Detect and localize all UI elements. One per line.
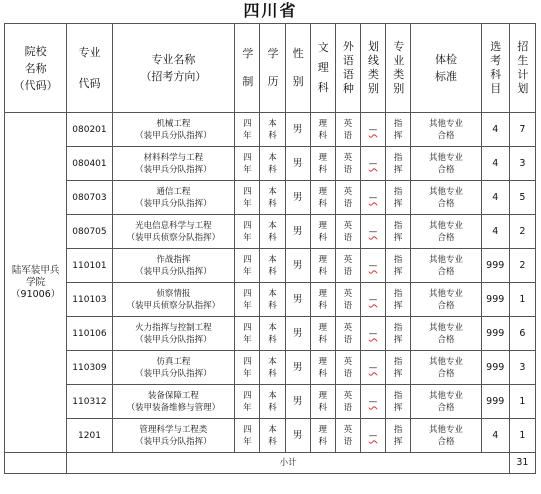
physical-standard: 其他专业 合格: [411, 147, 481, 181]
major-type: 指挥: [386, 317, 411, 351]
subjects-count: 4: [481, 113, 509, 147]
header-subjects: 选考科目: [481, 24, 509, 113]
plan-count: 1: [509, 283, 535, 317]
major-direction: （装甲兵侦察分队指挥）: [126, 300, 221, 311]
arts-science: 理科: [310, 283, 335, 317]
major-name: 侦察情报: [156, 288, 191, 299]
major-direction: （装甲兵分队指挥）: [135, 130, 212, 141]
header-plan: 招生计划: [509, 24, 535, 113]
gender: 男: [285, 419, 310, 453]
gender: 男: [285, 317, 310, 351]
header-arts-science: 文理科: [310, 24, 335, 113]
line-type: —: [360, 317, 385, 351]
header-row: [5, 24, 536, 113]
school-cell: 陆军装甲兵 学院 （91006）: [5, 113, 67, 453]
table-row: [5, 385, 536, 419]
subtotal-label: 小计: [67, 453, 509, 474]
gender: 男: [285, 147, 310, 181]
arts-science: 理科: [310, 351, 335, 385]
table-row: [5, 113, 536, 147]
table-row: [5, 283, 536, 317]
subjects-count: 999: [481, 249, 509, 283]
plan-count: 6: [509, 317, 535, 351]
language: 英语: [335, 215, 360, 249]
education: 本科: [260, 147, 285, 181]
duration: 四年: [235, 385, 260, 419]
gender: 男: [285, 249, 310, 283]
education: 本科: [260, 283, 285, 317]
table-row: [5, 419, 536, 453]
major-name-cell: [112, 283, 235, 317]
major-name: 火力指挥与控制工程: [135, 322, 212, 333]
duration: 四年: [235, 249, 260, 283]
major-direction: （装甲兵分队指挥）: [135, 368, 212, 379]
gender: 男: [285, 113, 310, 147]
major-name-cell: [112, 317, 235, 351]
physical-standard: 其他专业 合格: [411, 317, 481, 351]
physical-standard: 其他专业 合格: [411, 113, 481, 147]
education: 本科: [260, 385, 285, 419]
gender: 男: [285, 215, 310, 249]
major-direction: （装甲兵分队指挥）: [135, 266, 212, 277]
major-name: 光电信息科学与工程: [135, 220, 212, 231]
table-row: [5, 147, 536, 181]
major-name-cell: [112, 249, 235, 283]
subjects-count: 4: [481, 181, 509, 215]
major-code: 110106: [67, 317, 112, 351]
major-code: 080401: [67, 147, 112, 181]
line-type: —: [360, 147, 385, 181]
major-type: 指挥: [386, 419, 411, 453]
major-code: 1201: [67, 419, 112, 453]
line-type: —: [360, 419, 385, 453]
table-row: [5, 351, 536, 385]
line-type: —: [360, 283, 385, 317]
major-code: 080703: [67, 181, 112, 215]
physical-standard: 其他专业 合格: [411, 249, 481, 283]
major-code: 080705: [67, 215, 112, 249]
major-code: 110309: [67, 351, 112, 385]
major-name: 管理科学与工程类: [139, 424, 208, 435]
subjects-count: 999: [481, 385, 509, 419]
education: 本科: [260, 351, 285, 385]
duration: 四年: [235, 181, 260, 215]
language: 英语: [335, 147, 360, 181]
major-code: 110312: [67, 385, 112, 419]
header-duration: 学制: [235, 24, 260, 113]
major-name: 装备保障工程: [147, 390, 199, 401]
major-type: 指挥: [386, 283, 411, 317]
line-type: —: [360, 385, 385, 419]
header-gender: 性别: [285, 24, 310, 113]
education: 本科: [260, 215, 285, 249]
education: 本科: [260, 317, 285, 351]
major-direction: （装甲兵侦察分队指挥）: [126, 232, 221, 243]
major-direction: （装甲兵分队指挥）: [135, 436, 212, 447]
plan-count: 1: [509, 385, 535, 419]
major-type: 指挥: [386, 215, 411, 249]
major-direction: （装甲兵分队指挥）: [135, 164, 212, 175]
major-direction: （装甲兵分队指挥）: [135, 198, 212, 209]
plan-count: 3: [509, 351, 535, 385]
major-name: 材料科学与工程: [143, 152, 204, 163]
major-name-cell: [112, 419, 235, 453]
header-major-type: 专业类别: [386, 24, 411, 113]
major-code: 110103: [67, 283, 112, 317]
duration: 四年: [235, 147, 260, 181]
arts-science: 理科: [310, 215, 335, 249]
subjects-count: 4: [481, 147, 509, 181]
major-name-cell: [112, 215, 235, 249]
major-type: 指挥: [386, 385, 411, 419]
plan-count: 7: [509, 113, 535, 147]
language: 英语: [335, 317, 360, 351]
major-name-cell: [112, 351, 235, 385]
arts-science: 理科: [310, 419, 335, 453]
subtotal-blank: [5, 453, 67, 474]
gender: 男: [285, 385, 310, 419]
line-type: —: [360, 215, 385, 249]
physical-standard: 其他专业 合格: [411, 385, 481, 419]
subjects-count: 999: [481, 283, 509, 317]
subtotal-row: [5, 453, 536, 474]
arts-science: 理科: [310, 385, 335, 419]
education: 本科: [260, 419, 285, 453]
language: 英语: [335, 113, 360, 147]
header-physical: 体检标准: [411, 24, 481, 113]
major-name-cell: [112, 147, 235, 181]
physical-standard: 其他专业 合格: [411, 215, 481, 249]
major-type: 指挥: [386, 351, 411, 385]
duration: 四年: [235, 113, 260, 147]
header-school: 院校 名称 （代码）: [5, 24, 67, 113]
subjects-count: 4: [481, 419, 509, 453]
duration: 四年: [235, 317, 260, 351]
language: 英语: [335, 385, 360, 419]
table-row: [5, 215, 536, 249]
duration: 四年: [235, 351, 260, 385]
admissions-table: [4, 23, 536, 474]
language: 英语: [335, 351, 360, 385]
subtotal-value: 31: [509, 453, 535, 474]
plan-count: 1: [509, 419, 535, 453]
major-name: 仿真工程: [156, 356, 191, 367]
table-row: [5, 181, 536, 215]
major-type: 指挥: [386, 249, 411, 283]
header-education: 学历: [260, 24, 285, 113]
major-name: 作战指挥: [156, 254, 191, 265]
physical-standard: 其他专业 合格: [411, 283, 481, 317]
language: 英语: [335, 249, 360, 283]
major-code: 080201: [67, 113, 112, 147]
gender: 男: [285, 181, 310, 215]
arts-science: 理科: [310, 147, 335, 181]
physical-standard: 其他专业 合格: [411, 181, 481, 215]
plan-count: 2: [509, 249, 535, 283]
header-major-name: 专业名称 （招考方向）: [112, 24, 235, 113]
line-type: —: [360, 249, 385, 283]
duration: 四年: [235, 215, 260, 249]
duration: 四年: [235, 419, 260, 453]
language: 英语: [335, 419, 360, 453]
language: 英语: [335, 181, 360, 215]
major-name: 机械工程: [156, 118, 191, 129]
major-name: 通信工程: [156, 186, 191, 197]
arts-science: 理科: [310, 113, 335, 147]
duration: 四年: [235, 283, 260, 317]
education: 本科: [260, 249, 285, 283]
table-row: [5, 317, 536, 351]
major-code: 110101: [67, 249, 112, 283]
major-name-cell: [112, 113, 235, 147]
education: 本科: [260, 181, 285, 215]
header-foreign-lang: 外语语种: [335, 24, 360, 113]
plan-count: 3: [509, 147, 535, 181]
major-name-cell: [112, 385, 235, 419]
physical-standard: 其他专业 合格: [411, 419, 481, 453]
gender: 男: [285, 351, 310, 385]
header-line-type: 划线类别: [360, 24, 385, 113]
subjects-count: 999: [481, 351, 509, 385]
arts-science: 理科: [310, 181, 335, 215]
header-major-code: 专业 代码: [67, 24, 112, 113]
major-type: 指挥: [386, 147, 411, 181]
arts-science: 理科: [310, 317, 335, 351]
subjects-count: 999: [481, 317, 509, 351]
subjects-count: 4: [481, 215, 509, 249]
major-type: 指挥: [386, 113, 411, 147]
education: 本科: [260, 113, 285, 147]
plan-count: 5: [509, 181, 535, 215]
major-type: 指挥: [386, 181, 411, 215]
major-direction: （装甲兵分队指挥）: [135, 334, 212, 345]
arts-science: 理科: [310, 249, 335, 283]
physical-standard: 其他专业 合格: [411, 351, 481, 385]
line-type: —: [360, 351, 385, 385]
major-name-cell: [112, 181, 235, 215]
line-type: —: [360, 181, 385, 215]
language: 英语: [335, 283, 360, 317]
line-type: —: [360, 113, 385, 147]
major-direction: （装甲装备维修与管理）: [126, 402, 221, 413]
plan-count: 2: [509, 215, 535, 249]
province-title: 四川省: [243, 1, 298, 20]
table-row: [5, 249, 536, 283]
gender: 男: [285, 283, 310, 317]
